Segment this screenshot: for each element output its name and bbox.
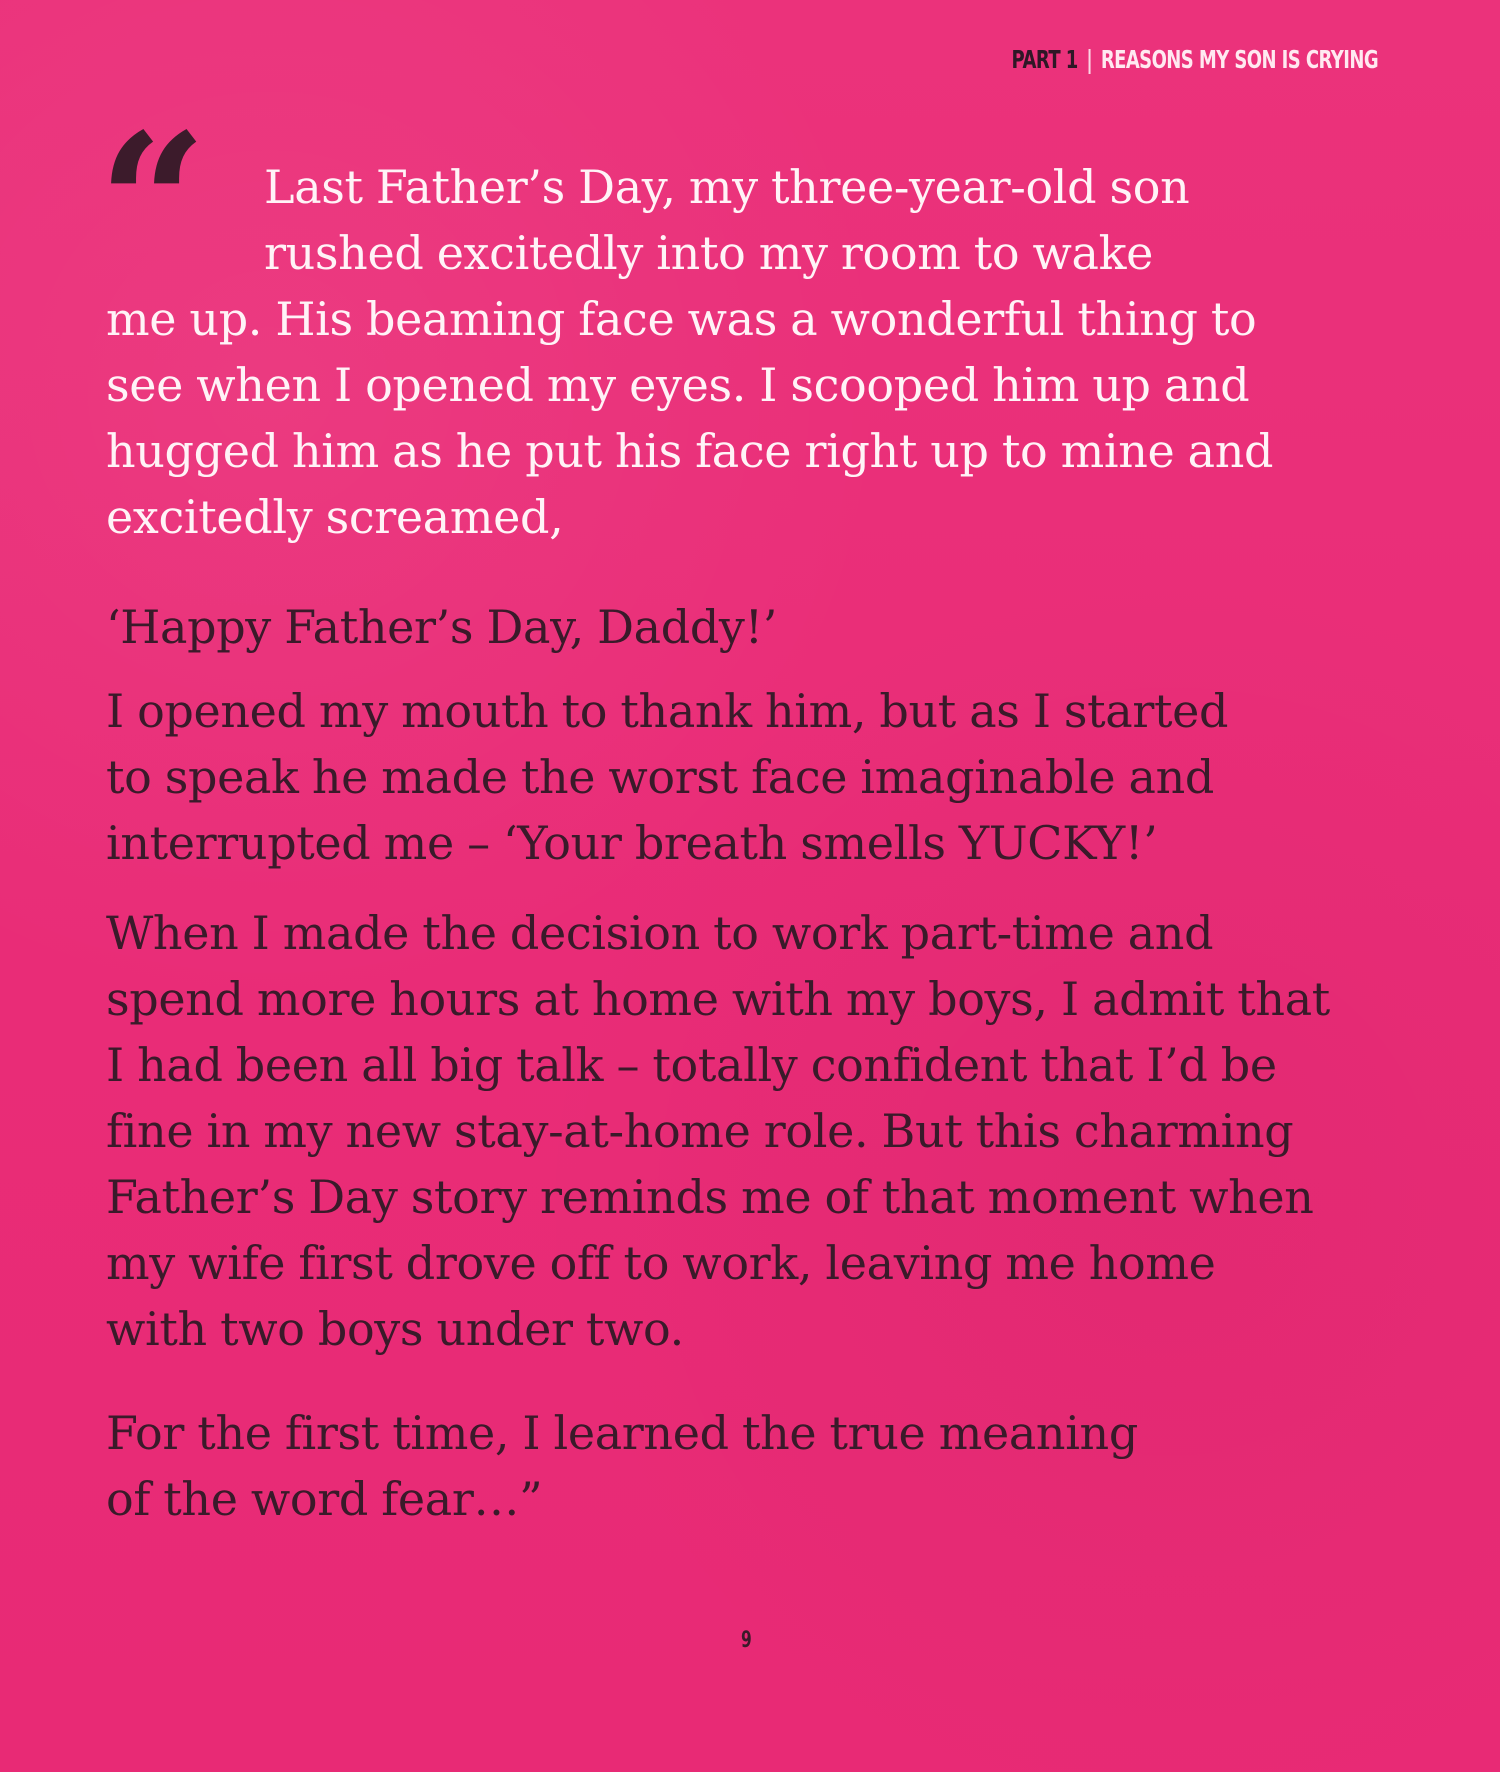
page-number: 9 xyxy=(741,1628,752,1653)
opening-quote-mark: “ xyxy=(98,92,208,315)
fear-paragraph: For the first time, I learned the true meaning of the word fear…” xyxy=(106,1406,1138,1526)
header-section-title: REASONS MY SON IS CRYING xyxy=(1100,45,1378,74)
quoted-greeting-paragraph: ‘Happy Father’s Day, Daddy!’ xyxy=(106,600,777,654)
intro-paragraph-continued: me up. His beaming face was a wonderful thing to see when I opened my eyes. I scooped him up and hugged him as he put his face right up to mine and excitedly screamed, xyxy=(106,292,1274,544)
breath-paragraph: I opened my mouth to thank him, but as I started to speak he made the worst face imaginable and interrupted me – ‘Your breath smells YUCKY!’ xyxy=(106,684,1229,870)
running-header xyxy=(1011,45,1378,74)
header-separator: | xyxy=(1086,45,1093,74)
work-part-time-paragraph: When I made the decision to work part-time and spend more hours at home with my boys, I admit that I had been all big talk – totally confident that I’d be fine in my new stay-at-home role. But this charming Father’s Day story reminds me of that moment when my wife first drove off to work, leaving me home with two boys under two. xyxy=(106,906,1330,1356)
intro-paragraph-first-lines: Last Father’s Day, my three-year-old son rushed excitedly into my room to wake xyxy=(264,160,1190,280)
header-part-label: PART 1 xyxy=(1011,45,1078,74)
